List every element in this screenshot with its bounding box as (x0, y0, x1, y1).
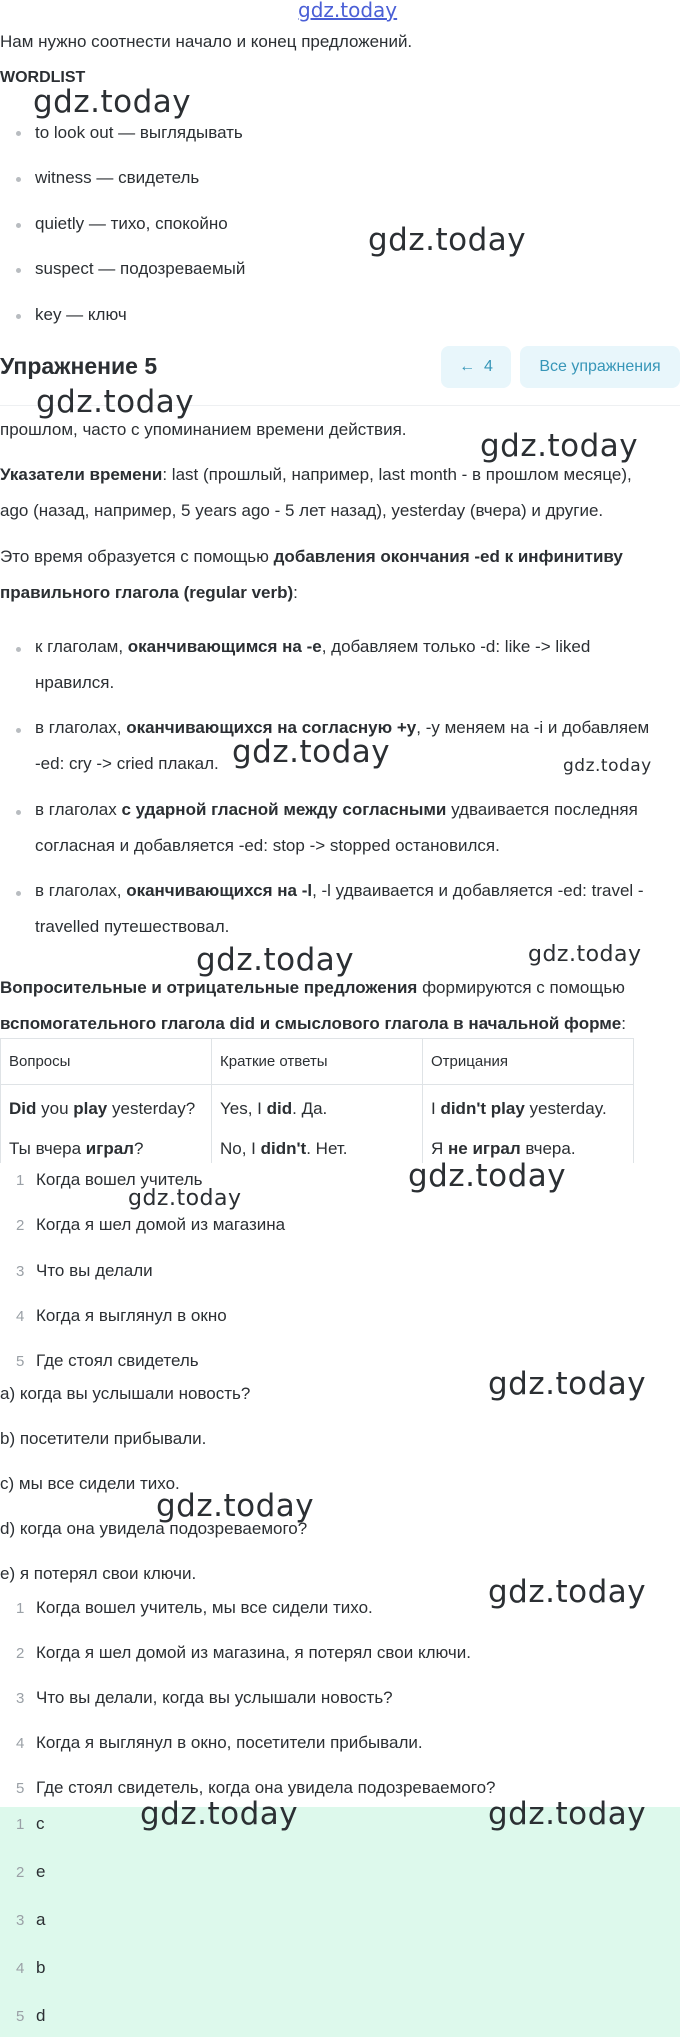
ending-line: e) я потерял свои ключи. (0, 1564, 197, 1583)
list-item: quietly — тихо, спокойно (35, 214, 228, 233)
list-item: Что вы делали, когда вы услышали новость? (36, 1688, 393, 1707)
bullet (16, 728, 21, 733)
watermark: gdz.today (156, 1488, 315, 1524)
theory-line: прошлом, часто с упоминанием времени действия. (0, 420, 407, 439)
list-item: suspect — подозреваемый (35, 259, 246, 278)
answer-item: c (36, 1814, 45, 1833)
answer-item: a (36, 1910, 46, 1929)
formation-bold-2: правильного глагола (regular verb) (0, 583, 294, 602)
item-number: 2 (16, 1864, 25, 1881)
list-item: Когда вошел учитель, мы все сидели тихо. (36, 1598, 373, 1617)
item-number: 3 (16, 1912, 25, 1929)
bullet (16, 891, 21, 896)
time-markers-text: : last (прошлый, например, last month - в прошлом месяце), (162, 465, 632, 484)
table-header: Отрицания (423, 1039, 634, 1085)
rule-item-cont: нравился. (35, 673, 115, 692)
list-item: to look out — выглядывать (35, 123, 243, 142)
prev-exercise-label: 4 (483, 358, 493, 375)
item-number: 4 (16, 1735, 25, 1752)
rule-item: в глаголах, оканчивающихся на согласную +y, -y меняем на -i и добавляем (35, 718, 650, 737)
all-exercises-button[interactable]: Все упражнения (520, 346, 680, 388)
answer-item: b (36, 1958, 46, 1977)
formation-line-2 (0, 583, 298, 603)
item-number: 5 (16, 1780, 25, 1797)
ending-line: a) когда вы услышали новость? (0, 1384, 251, 1403)
item-number: 4 (16, 1308, 25, 1325)
item-number: 3 (16, 1263, 25, 1280)
item-number: 5 (16, 1353, 25, 1370)
rule-item-cont: travelled путешествовал. (35, 917, 230, 936)
watermark: gdz.today (232, 734, 391, 770)
item-number: 2 (16, 1217, 25, 1234)
watermark: gdz.today (488, 1366, 647, 1402)
rule-item-cont: согласная и добавляется -ed: stop -> stopped остановился. (35, 836, 500, 855)
watermark: gdz.today (128, 1186, 242, 1211)
list-item: witness — свидетель (35, 168, 200, 187)
bullet (16, 647, 21, 652)
ending-line: b) посетители прибывали. (0, 1429, 207, 1448)
table-cell: Did you play yesterday? Ты вчера играл? (1, 1085, 212, 1163)
questions-line-2: вспомогательного глагола did и смыслового глагола в начальной форме: (0, 1014, 626, 1033)
bullet (16, 223, 21, 228)
list-item: Когда вошел учитель (36, 1170, 203, 1189)
list-item: Где стоял свидетель (36, 1351, 199, 1370)
list-item: Когда я выглянул в окно, посетители прибывали. (36, 1733, 423, 1752)
bullet (16, 810, 21, 815)
formation-bold: добавления окончания -ed к инфинитиву (273, 547, 623, 566)
ending-line: c) мы все сидели тихо. (0, 1474, 180, 1493)
watermark: gdz.today (196, 942, 355, 978)
item-number: 4 (16, 1960, 25, 1977)
watermark: gdz.today (563, 756, 652, 776)
arrow-left-icon: ← (459, 358, 476, 375)
bullet (16, 314, 21, 319)
questions-line: Вопросительные и отрицательные предложения формируются с помощью (0, 978, 625, 997)
time-markers-cont: ago (назад, например, 5 years ago - 5 лет назад), yesterday (вчера) и другие. (0, 501, 604, 520)
item-number: 5 (16, 2008, 25, 2025)
list-item: Где стоял свидетель, когда она увидела подозреваемого? (36, 1778, 496, 1797)
bullet (16, 131, 21, 136)
rule-item: к глаголам, оканчивающимся на -e, добавляем только -d: like -> liked (35, 637, 591, 656)
watermark: gdz.today (528, 942, 642, 967)
list-item: Что вы делали (36, 1261, 153, 1280)
rule-item: в глаголах, оканчивающихся на -l, -l удваивается и добавляется -ed: travel - (35, 881, 644, 900)
answer-item: e (36, 1862, 46, 1881)
header-logo[interactable]: gdz.today (298, 0, 398, 22)
answer-item: d (36, 2006, 46, 2025)
prev-exercise-button[interactable] (441, 346, 511, 388)
item-number: 3 (16, 1690, 25, 1707)
wordlist-title: WORDLIST (0, 69, 86, 86)
ending-line: d) когда она увидела подозреваемого? (0, 1519, 308, 1538)
exercise-title: Упражнение 5 (0, 353, 158, 379)
watermark: gdz.today (488, 1796, 647, 1832)
table-header: Краткие ответы (212, 1039, 423, 1085)
item-number: 1 (16, 1172, 25, 1189)
rule-item: в глаголах с ударной гласной между согласными удваивается последняя (35, 800, 638, 819)
bullet (16, 268, 21, 273)
intro-text: Нам нужно соотнести начало и конец предложений. (0, 32, 413, 51)
bullet (16, 177, 21, 182)
rule-item-cont: -ed: cry -> cried плакал. (35, 754, 219, 773)
watermark: gdz.today (33, 84, 192, 120)
list-item: Когда я шел домой из магазина, я потерял свои ключи. (36, 1643, 471, 1662)
formation-colon: : (293, 583, 298, 602)
list-item: Когда я выглянул в окно (36, 1306, 227, 1325)
time-markers (0, 465, 632, 485)
list-item: key — ключ (35, 305, 127, 324)
grammar-table (0, 1038, 634, 1163)
formation-text: Это время образуется с помощью (0, 547, 274, 566)
watermark: gdz.today (140, 1796, 299, 1832)
formation-line (0, 547, 623, 567)
table-cell: Yes, I did. Да. No, I didn't. Нет. (212, 1085, 423, 1163)
list-item: Когда я шел домой из магазина (36, 1215, 286, 1234)
time-markers-label: Указатели времени (0, 465, 163, 484)
watermark: gdz.today (488, 1574, 647, 1610)
watermark: gdz.today (368, 222, 527, 258)
answer-panel (0, 1807, 680, 2037)
item-number: 1 (16, 1816, 25, 1833)
table-header: Вопросы (1, 1039, 212, 1085)
item-number: 2 (16, 1645, 25, 1662)
item-number: 1 (16, 1600, 25, 1617)
table-cell: I didn't play yesterday. Я не играл вчера. (423, 1085, 634, 1163)
watermark: gdz.today (408, 1158, 567, 1194)
watermark: gdz.today (36, 384, 195, 420)
watermark: gdz.today (480, 428, 639, 464)
